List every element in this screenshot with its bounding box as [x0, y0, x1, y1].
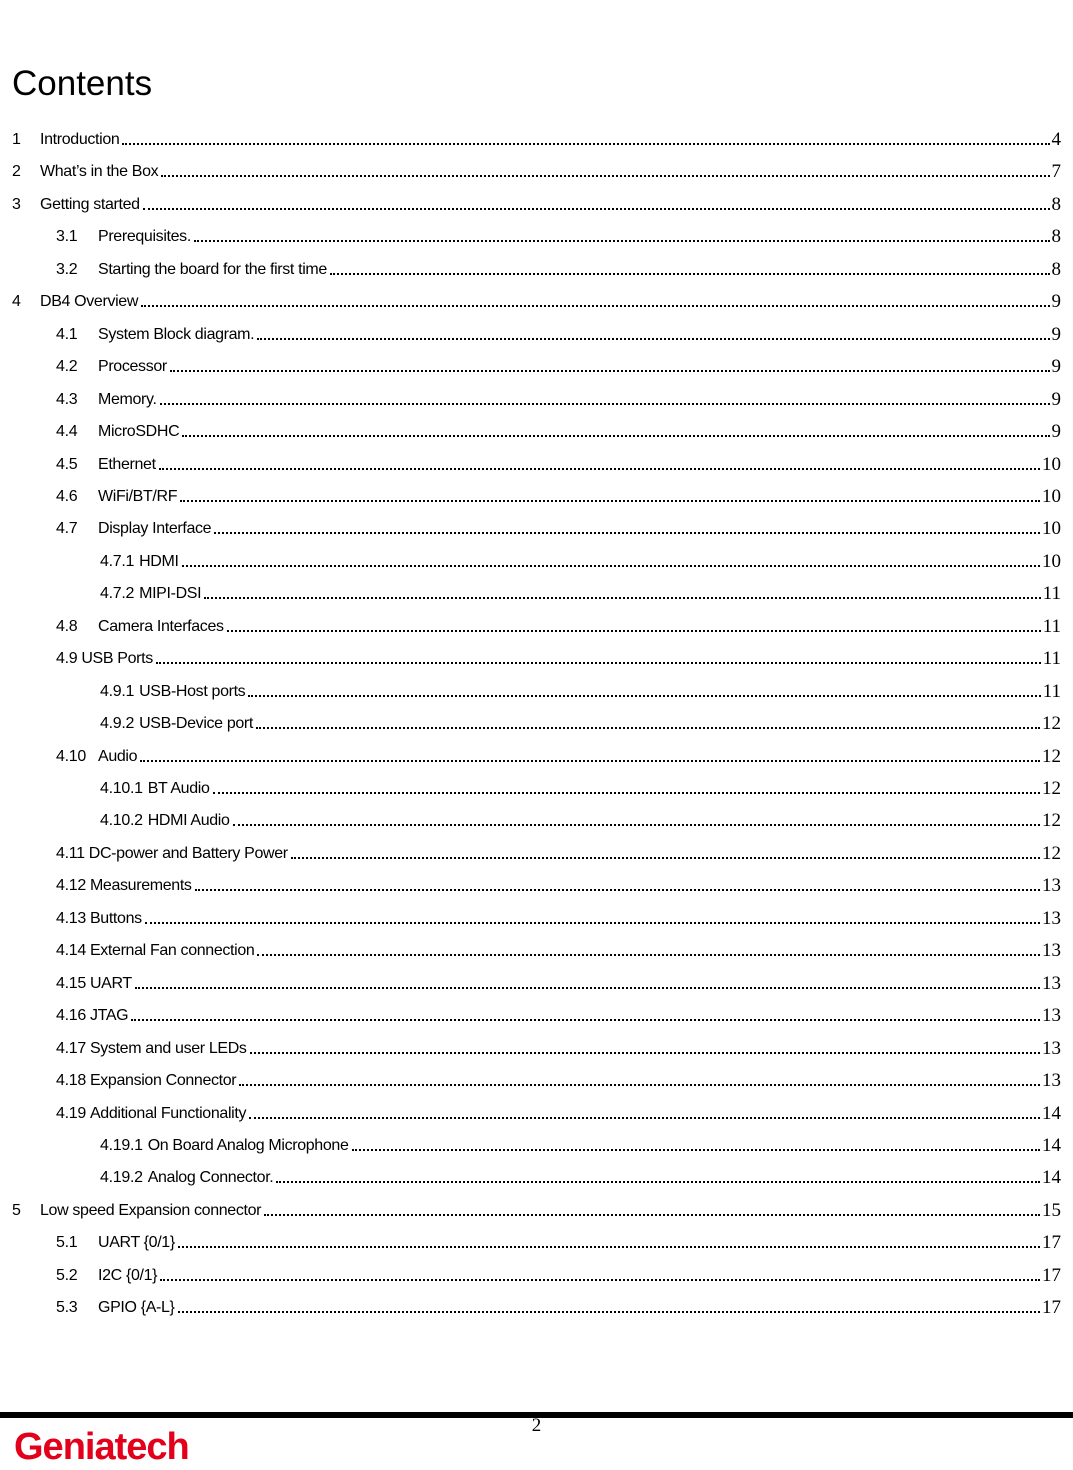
toc-dot-leader — [248, 695, 1040, 697]
toc-entry[interactable] — [0, 605, 1073, 637]
toc-entry-number: 4.1 — [56, 325, 78, 343]
toc-entry[interactable] — [0, 832, 1073, 864]
toc-dot-leader — [227, 630, 1041, 632]
toc-entry[interactable] — [0, 1059, 1073, 1091]
toc-entry[interactable] — [0, 994, 1073, 1026]
toc-dot-leader — [204, 597, 1041, 599]
toc-dot-leader — [161, 175, 1049, 177]
toc-entry-page: 12 — [1042, 810, 1061, 832]
toc-entry[interactable] — [0, 1254, 1073, 1286]
toc-entry[interactable] — [0, 150, 1073, 182]
toc-dot-leader — [135, 987, 1040, 989]
toc-dot-leader — [257, 954, 1040, 956]
toc-entry-title[interactable]: Introduction — [40, 131, 120, 148]
toc-entry[interactable] — [0, 475, 1073, 507]
toc-entry-number: 4.13 — [56, 909, 86, 927]
toc-entry-number: 1 — [12, 131, 21, 148]
toc-entry-title[interactable]: Expansion Connector — [89, 1072, 237, 1090]
toc-entry-page: 13 — [1042, 972, 1061, 994]
toc-entry-page: 13 — [1042, 1070, 1061, 1092]
toc-dot-leader — [122, 143, 1049, 145]
toc-dot-leader — [213, 792, 1040, 794]
toc-entry-page: 10 — [1042, 518, 1061, 540]
page-number: 2 — [531, 1415, 542, 1436]
toc-entry-title[interactable]: Measurements — [89, 877, 192, 895]
toc-entry[interactable] — [0, 1189, 1073, 1221]
toc-entry-number: 4.16 — [56, 1007, 86, 1025]
toc-entry-page: 9 — [1051, 356, 1061, 378]
toc-entry-page: 8 — [1051, 226, 1061, 248]
toc-dot-leader — [276, 1181, 1040, 1183]
toc-entry-page: 15 — [1042, 1199, 1061, 1221]
toc-entry-title[interactable]: Memory. — [98, 390, 157, 408]
toc-entry-title[interactable]: USB-Host ports — [139, 682, 246, 700]
toc-dot-leader — [180, 500, 1040, 502]
toc-dot-leader — [182, 435, 1049, 437]
toc-entry[interactable] — [0, 1286, 1073, 1318]
toc-entry-page: 9 — [1051, 388, 1061, 410]
toc-dot-leader — [131, 1019, 1040, 1021]
toc-entry[interactable] — [0, 962, 1073, 994]
toc-entry[interactable] — [0, 702, 1073, 734]
toc-entry-title[interactable]: Additional Functionality — [89, 1104, 247, 1122]
toc-entry-page: 12 — [1042, 842, 1061, 864]
toc-entry-number: 4.19.1 — [100, 1136, 143, 1154]
toc-dot-leader — [156, 662, 1041, 664]
toc-entry-number: 5.1 — [56, 1234, 78, 1252]
toc-dot-leader — [170, 370, 1050, 372]
toc-entry-title[interactable]: Low speed Expansion connector — [40, 1201, 262, 1219]
toc-dot-leader — [249, 1117, 1040, 1119]
toc-dot-leader — [143, 208, 1050, 210]
toc-entry-title[interactable]: USB-Device port — [139, 715, 253, 733]
toc-entry-number: 4.10 — [56, 747, 86, 765]
toc-entry-title[interactable]: What’s in the Box — [40, 163, 159, 181]
toc-entry-number: 4.15 — [56, 974, 86, 992]
toc-entry-title[interactable]: Camera Interfaces — [98, 617, 224, 635]
toc-entry[interactable] — [0, 248, 1073, 280]
toc-entry-page: 7 — [1051, 161, 1061, 183]
toc-entry-title[interactable]: GPIO {A-L} — [98, 1299, 175, 1317]
toc-entry-title[interactable]: Prerequisites. — [98, 228, 191, 246]
toc-dot-leader — [239, 1084, 1040, 1086]
toc-entry-number: 4 — [12, 293, 21, 311]
toc-entry-page: 9 — [1051, 421, 1061, 443]
toc-entry-number: 5 — [12, 1201, 21, 1219]
toc-entry[interactable] — [0, 443, 1073, 475]
toc-entry-page: 4 — [1051, 129, 1061, 150]
toc-entry-title[interactable]: External Fan connection — [89, 942, 255, 960]
toc-entry-number: 4.17 — [56, 1039, 86, 1057]
toc-dot-leader — [257, 338, 1049, 340]
toc-entry-page: 10 — [1042, 485, 1061, 507]
toc-entry-number: 4.5 — [56, 455, 78, 473]
toc-entry-title[interactable]: MIPI-DSI — [139, 585, 202, 603]
toc-entry-number: 4.12 — [56, 877, 86, 895]
toc-entry[interactable] — [0, 1124, 1073, 1156]
toc-dot-leader — [233, 824, 1040, 826]
toc-entry-title[interactable]: MicroSDHC — [98, 423, 180, 441]
toc-entry[interactable] — [0, 1027, 1073, 1059]
toc-entry-number: 3.2 — [56, 260, 78, 278]
toc-entry-page: 9 — [1051, 291, 1061, 313]
toc-entry-title[interactable]: BT Audio — [147, 780, 210, 797]
toc-entry-number: 3.1 — [56, 228, 78, 246]
toc-dot-leader — [178, 1246, 1040, 1248]
toc-entry-page: 11 — [1042, 680, 1061, 702]
toc-entry-number: 4.6 — [56, 487, 78, 505]
toc-entry[interactable] — [0, 280, 1073, 312]
toc-entry-title[interactable]: Buttons — [89, 909, 142, 927]
toc-entry[interactable] — [0, 215, 1073, 247]
toc-dot-leader — [141, 305, 1049, 307]
toc-entry-page: 17 — [1042, 1232, 1061, 1254]
toc-entry-title[interactable]: UART — [89, 974, 132, 992]
toc-entry-title[interactable]: HDMI — [139, 552, 179, 570]
toc-entry-title[interactable]: Ethernet — [98, 455, 156, 473]
toc-entry-page: 11 — [1042, 648, 1061, 670]
toc-entry-page: 9 — [1051, 323, 1061, 345]
toc-entry-title[interactable]: Getting started — [40, 195, 140, 213]
toc-entry[interactable] — [0, 313, 1073, 345]
toc-dot-leader — [160, 1279, 1040, 1281]
toc-dot-leader — [194, 240, 1050, 242]
toc-dot-leader — [145, 922, 1040, 924]
geniatech-logo: Geniatech — [14, 1426, 189, 1468]
toc-entry[interactable] — [0, 1156, 1073, 1188]
toc-entry-title[interactable]: DB4 Overview — [40, 293, 139, 311]
toc-entry-page: 13 — [1042, 875, 1061, 897]
toc-entry[interactable] — [0, 670, 1073, 702]
toc-entry-title[interactable]: WiFi/BT/RF — [98, 487, 178, 505]
toc-entry[interactable] — [0, 410, 1073, 442]
toc-entry[interactable] — [0, 378, 1073, 410]
toc-entry-page: 14 — [1042, 1167, 1061, 1189]
toc-entry-page: 17 — [1042, 1264, 1061, 1286]
toc-entry-title[interactable]: JTAG — [89, 1007, 129, 1025]
toc-entry-number: 4.2 — [56, 358, 78, 376]
toc-entry-number: 4.8 — [56, 617, 78, 635]
toc-entry-number: 4.3 — [56, 390, 78, 408]
toc-dot-leader — [352, 1149, 1040, 1151]
toc-entry[interactable] — [0, 897, 1073, 929]
toc-entry[interactable] — [0, 183, 1073, 215]
toc-entry-page: 13 — [1042, 1005, 1061, 1027]
toc-entry-title[interactable]: Processor — [98, 358, 167, 376]
toc-dot-leader — [160, 403, 1050, 405]
toc-entry-page: 13 — [1042, 1037, 1061, 1059]
toc-entry[interactable] — [0, 507, 1073, 539]
toc-entry[interactable] — [0, 864, 1073, 896]
toc-entry-title[interactable]: HDMI Audio — [147, 812, 230, 830]
toc-entry-title[interactable]: Display Interface — [98, 520, 212, 538]
toc-entry-page: 14 — [1042, 1134, 1061, 1156]
toc-entry-page: 12 — [1042, 745, 1061, 767]
toc-entry-page: 14 — [1042, 1102, 1061, 1124]
toc-entry-title[interactable]: Starting the board for the first time — [98, 260, 327, 278]
toc-entry[interactable] — [0, 735, 1073, 767]
toc-dot-leader — [195, 889, 1040, 891]
toc-entry[interactable] — [0, 118, 1073, 150]
toc-entry[interactable] — [0, 540, 1073, 572]
toc-entry-number: 4.7.1 — [100, 552, 135, 570]
toc-entry-number: 4.4 — [56, 423, 78, 441]
toc-entry-page: 13 — [1042, 940, 1061, 962]
toc-entry-number: 4.18 — [56, 1072, 86, 1090]
toc-entry-number: 4.19 — [56, 1104, 86, 1122]
toc-entry[interactable] — [0, 572, 1073, 604]
toc-entry-number: 5.2 — [56, 1266, 78, 1284]
toc-entry-page: 11 — [1042, 583, 1061, 605]
toc-entry-number: 4.10.1 — [100, 780, 143, 797]
toc-entry-page: 12 — [1042, 778, 1061, 799]
toc-entry[interactable] — [0, 637, 1073, 669]
toc-entry-page: 17 — [1042, 1297, 1061, 1319]
toc-entry[interactable] — [0, 345, 1073, 377]
toc-entry-number: 3 — [12, 195, 21, 213]
toc-entry-title[interactable]: Audio — [98, 747, 138, 765]
toc-entry[interactable] — [0, 799, 1073, 831]
toc-entry-number: 5.3 — [56, 1299, 78, 1317]
toc-dot-leader — [140, 760, 1040, 762]
toc-entry-title[interactable]: Analog Connector. — [147, 1169, 274, 1187]
toc-entry-number: 4.11 — [56, 844, 85, 862]
page-title: Contents — [12, 64, 153, 103]
toc-entry-number: 4.9.2 — [100, 715, 135, 733]
toc-dot-leader — [182, 565, 1040, 567]
toc-entry-title[interactable]: System Block diagram. — [98, 325, 255, 343]
toc-dot-leader — [250, 1052, 1040, 1054]
toc-dot-leader — [264, 1214, 1040, 1216]
toc-dot-leader — [178, 1311, 1040, 1313]
toc-dot-leader — [159, 468, 1040, 470]
toc-entry-number: 4.19.2 — [100, 1169, 143, 1187]
toc-entry[interactable] — [0, 1092, 1073, 1124]
toc-dot-leader — [330, 273, 1050, 275]
toc-entry-page: 10 — [1042, 453, 1061, 475]
toc-entry-number: 4.7.2 — [100, 585, 135, 603]
toc-entry-page: 11 — [1042, 615, 1061, 637]
toc-entry-title[interactable]: I2C {0/1} — [98, 1266, 158, 1284]
toc-entry-number: 4.10.2 — [100, 812, 143, 830]
toc-entry[interactable] — [0, 767, 1073, 799]
toc-entry-page: 12 — [1042, 713, 1061, 735]
toc-entry-number: 4.7 — [56, 520, 78, 538]
toc-entry-number: 4.9.1 — [100, 682, 135, 700]
toc-entry-page: 13 — [1042, 907, 1061, 929]
toc-entry-page: 8 — [1051, 258, 1061, 280]
toc-entry-title[interactable]: System and user LEDs — [89, 1039, 247, 1057]
toc-entry-number: 2 — [12, 163, 21, 181]
toc-entry-page: 10 — [1042, 550, 1061, 572]
toc-entry-title[interactable]: On Board Analog Microphone — [147, 1136, 349, 1154]
toc-entry[interactable] — [0, 929, 1073, 961]
toc-entry-page: 8 — [1051, 193, 1061, 215]
toc-entry-title[interactable]: USB Ports — [81, 650, 153, 668]
toc-dot-leader — [291, 857, 1040, 859]
toc-entry-title[interactable]: UART {0/1} — [98, 1234, 175, 1252]
toc-entry-number: 4.14 — [56, 942, 86, 960]
toc-entry-title[interactable]: DC-power and Battery Power — [88, 844, 288, 862]
toc-dot-leader — [256, 727, 1040, 729]
toc-dot-leader — [214, 532, 1040, 534]
toc-entry-number: 4.9 — [56, 650, 78, 668]
toc-entry[interactable] — [0, 1221, 1073, 1253]
